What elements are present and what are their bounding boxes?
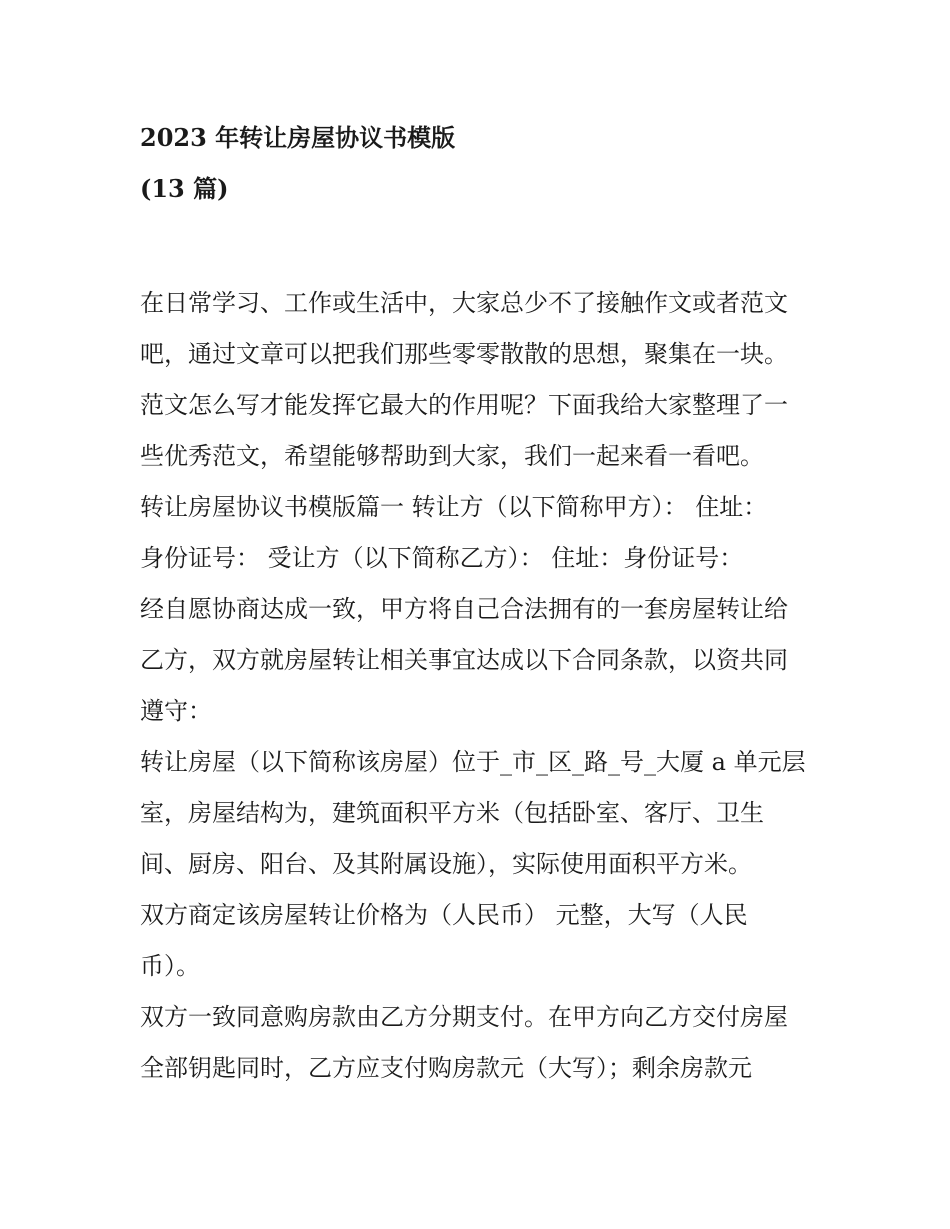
body-line: 转让房屋（以下简称该房屋）位于_市_区_路_号_大厦 a 单元层 [140,748,806,776]
body-line: 范文怎么写才能发挥它最大的作用呢？下面我给大家整理了一 [140,391,788,419]
document-body [140,278,830,1094]
body-line: 转让房屋协议书模版篇一 转让方（以下简称甲方）： 住址： [140,493,768,521]
body-line: 间、厨房、阳台、及其附属设施），实际使用面积平方米。 [140,850,752,878]
body-line: 身份证号： 受让方（以下简称乙方）： 住址：身份证号： [140,544,744,572]
body-line: 遵守： [140,697,212,725]
body-line: 乙方，双方就房屋转让相关事宜达成以下合同条款，以资共同 [140,646,788,674]
body-line: 双方商定该房屋转让价格为（人民币） 元整，大写（人民 [140,901,748,929]
body-line: 双方一致同意购房款由乙方分期支付。在甲方向乙方交付房屋 [140,1003,788,1031]
body-line: 在日常学习、工作或生活中，大家总少不了接触作文或者范文 [140,289,788,317]
title-line: 2023 年转让房屋协议书模版 [140,123,456,152]
body-line: 些优秀范文，希望能够帮助到大家，我们一起来看一看吧。 [140,442,764,470]
body-line: 吧，通过文章可以把我们那些零零散散的思想，聚集在一块。 [140,340,788,368]
body-line: 全部钥匙同时，乙方应支付购房款元（大写）；剩余房款元 [140,1054,752,1082]
body-line: 币）。 [140,952,200,980]
body-line: 经自愿协商达成一致，甲方将自己合法拥有的一套房屋转让给 [140,595,788,623]
title-line: (13 篇) [140,174,229,203]
body-line: 室，房屋结构为，建筑面积平方米（包括卧室、客厅、卫生 [140,799,764,827]
document-title [140,112,820,214]
